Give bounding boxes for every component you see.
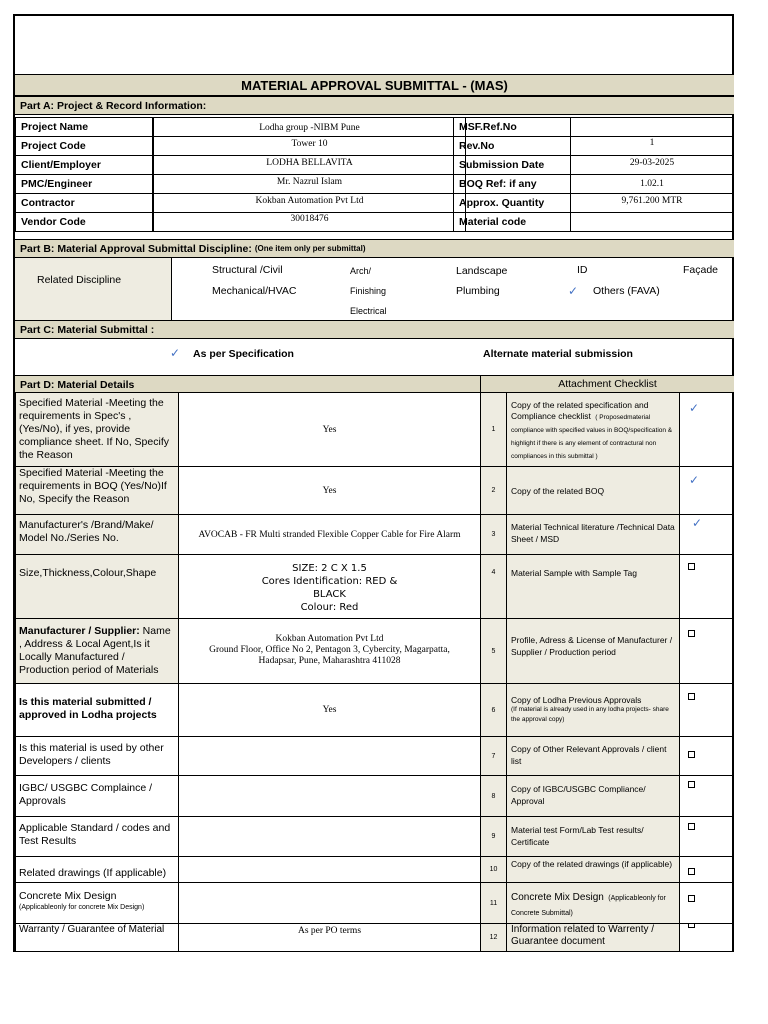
row4-checkbox[interactable]: [688, 563, 695, 570]
boq-ref-value: 1.02.1: [570, 174, 734, 194]
row12-num: 12: [480, 923, 507, 952]
client-value: LODHA BELLAVITA: [153, 155, 466, 175]
row5-label: [15, 618, 179, 684]
discipline-id[interactable]: ID: [577, 264, 588, 276]
project-code-value: Tower 10: [153, 136, 466, 156]
row10-num: 10: [480, 856, 507, 883]
row5-check-cell[interactable]: [679, 618, 734, 684]
part-b-heading-text: Part B: Material Approval Submittal Discipline:: [20, 242, 252, 255]
row5-value: [178, 618, 481, 684]
part-a-row: [15, 212, 734, 232]
discipline-others[interactable]: Others (FAVA): [593, 285, 660, 297]
row4-label: Size,Thickness,Colour,Shape: [15, 554, 179, 619]
row3-check-icon[interactable]: ✓: [692, 516, 703, 530]
row6-check-cell[interactable]: [679, 683, 734, 737]
row11-value: [178, 882, 481, 924]
row12-checklist-item: Information related to Warrenty / Guarantee document: [506, 923, 680, 952]
alternate-material-option[interactable]: Alternate material submission: [483, 348, 633, 360]
row5-label-rest: Name , Address & Local Agent,Is it Locally Manufactured / Production period of Materials: [19, 625, 171, 676]
row9-label: Applicable Standard / codes and Test Results: [15, 816, 179, 857]
discipline-mechanical[interactable]: Mechanical/HVAC: [212, 285, 297, 297]
row4-check-cell[interactable]: [679, 554, 734, 619]
material-code-value: [570, 212, 734, 232]
discipline-electrical[interactable]: Electrical: [350, 306, 387, 316]
contractor-label: Contractor: [15, 193, 153, 213]
part-a-row: [15, 155, 734, 175]
row11-checkbox[interactable]: [688, 895, 695, 902]
row6-num: 6: [480, 683, 507, 737]
material-code-label: Material code: [453, 212, 571, 232]
msf-ref-value: [570, 117, 734, 137]
row4-cores-cont: BLACK: [313, 589, 346, 600]
row8-checkbox[interactable]: [688, 781, 695, 788]
row1-item-note: ( Proposedmaterial compliance with specified values in BOQ/specification & highlight if there is any element of contractural non compliances in this submittal ): [511, 414, 673, 460]
row1-label: Specified Material -Meeting the requirements in Spec's , (Yes/No), if yes, provide compliance sheet. If No, Specify the Reason: [15, 392, 179, 467]
row5-address-2: Hadapsar, Pune, Maharashtra 411028: [258, 656, 401, 666]
part-c-heading-text: Part C: Material Submittal :: [20, 323, 155, 336]
row8-num: 8: [480, 775, 507, 817]
discipline-landscape[interactable]: Landscape: [456, 265, 508, 277]
discipline-others-check-icon[interactable]: ✓: [568, 284, 579, 298]
discipline-structural[interactable]: Structural /Civil: [212, 264, 283, 276]
row4-num: 4: [480, 554, 507, 619]
row2-check-cell[interactable]: [679, 466, 734, 515]
part-c-body: [15, 339, 734, 369]
discipline-facade[interactable]: Façade: [683, 264, 719, 276]
part-d-heading-text: Part D: Material Details: [20, 379, 135, 391]
vendor-code-value: 30018476: [153, 212, 466, 232]
row9-checkbox[interactable]: [688, 823, 695, 830]
form-title-bar: [15, 74, 734, 96]
row1-item-main: Copy of the related specification and Compliance checklist: [511, 400, 649, 421]
checklist-heading: Attachment Checklist: [558, 378, 657, 390]
related-discipline-label: Related Discipline: [37, 274, 122, 286]
row1-checklist-item: [506, 392, 680, 467]
row11-label: [15, 882, 179, 924]
row10-label: Related drawings (If applicable): [15, 856, 179, 883]
part-a-row: [15, 117, 734, 137]
part-d-table: [15, 392, 734, 952]
row7-num: 7: [480, 736, 507, 776]
row7-label: Is this material is used by other Developers / clients: [15, 736, 179, 776]
row6-label: Is this material submitted / approved in Lodha projects: [15, 683, 179, 737]
row10-check-cell[interactable]: [679, 856, 734, 883]
row7-checkbox[interactable]: [688, 751, 695, 758]
row8-value: [178, 775, 481, 817]
rev-no-label: Rev.No: [453, 136, 571, 156]
discipline-finishing[interactable]: Finishing: [350, 286, 387, 296]
discipline-arch[interactable]: Arch/: [350, 266, 372, 276]
part-a-heading-text: Part A: Project & Record Information:: [20, 99, 207, 112]
part-b-body: [15, 258, 734, 320]
row11-label-main: Concrete Mix Design: [19, 890, 117, 902]
row1-check-cell[interactable]: [679, 392, 734, 467]
boq-ref-label: BOQ Ref: if any: [453, 174, 571, 194]
row10-value: [178, 856, 481, 883]
row4-cores: Cores Identification: RED &: [261, 576, 398, 587]
approx-quantity-label: Approx. Quantity: [453, 193, 571, 213]
vendor-code-label: Vendor Code: [15, 212, 153, 232]
row7-checklist-item: Copy of Other Relevant Approvals / client list: [506, 736, 680, 776]
spec-check-icon[interactable]: ✓: [170, 346, 181, 360]
row6-value: Yes: [178, 683, 481, 737]
row5-checklist-item: Profile, Adress & License of Manufacturer / Supplier / Production period: [506, 618, 680, 684]
project-code-label: Project Code: [15, 136, 153, 156]
row12-checkbox[interactable]: [688, 923, 695, 928]
row3-checklist-item: Material Technical literature /Technical Data Sheet / MSD: [506, 514, 680, 555]
row5-company: Kokban Automation Pvt Ltd: [275, 634, 384, 644]
row11-check-cell[interactable]: [679, 882, 734, 924]
row11-item-main: Concrete Mix Design: [511, 892, 604, 903]
row1-num: 1: [480, 392, 507, 467]
part-b-heading: [15, 239, 734, 258]
row7-check-cell[interactable]: [679, 736, 734, 776]
row11-label-note: (Applicableonly for concrete Mix Design): [19, 904, 145, 911]
row1-check-icon[interactable]: ✓: [689, 401, 700, 415]
form-title: MATERIAL APPROVAL SUBMITTAL - (MAS): [241, 77, 508, 93]
row12-check-cell[interactable]: [679, 923, 734, 952]
row6-checkbox[interactable]: [688, 693, 695, 700]
row12-value: As per PO terms: [178, 923, 481, 952]
row9-check-cell[interactable]: [679, 816, 734, 857]
rev-no-value: 1: [570, 136, 734, 156]
row11-item-note: (Applicableonly for Concrete Submittal): [511, 895, 666, 917]
row6-checklist-item: [506, 683, 680, 737]
row10-checkbox[interactable]: [688, 868, 695, 875]
row5-num: 5: [480, 618, 507, 684]
submission-date-value: 29-03-2025: [570, 155, 734, 175]
part-a-heading: [15, 96, 734, 115]
row11-num: 11: [480, 882, 507, 924]
row3-label: Manufacturer's /Brand/Make/ Model No./Series No.: [15, 514, 179, 555]
row10-checklist-item: Copy of the related drawings (if applicable): [506, 856, 680, 883]
row4-colour: Colour: Red: [300, 602, 359, 613]
related-discipline-cell: [15, 258, 172, 320]
row8-check-cell[interactable]: [679, 775, 734, 817]
project-name-value: Lodha group -NIBM Pune: [153, 117, 466, 137]
row5-checkbox[interactable]: [688, 630, 695, 637]
row7-value: [178, 736, 481, 776]
row3-value: AVOCAB - FR Multi stranded Flexible Copper Cable for Fire Alarm: [178, 514, 481, 555]
row4-size: SIZE: 2 C X 1.5: [292, 563, 367, 574]
row11-checklist-item: [506, 882, 680, 924]
row2-num: 2: [480, 466, 507, 515]
contractor-value: Kokban Automation Pvt Ltd: [153, 193, 466, 213]
row6-item-note: (If material is already used in any lodha projects- share the approval copy): [511, 706, 669, 723]
part-b-note: (One item only per submittal): [254, 244, 366, 253]
row2-value: Yes: [178, 466, 481, 515]
row1-value: Yes: [178, 392, 481, 467]
project-name-label: Project Name: [15, 117, 153, 137]
msf-ref-label: MSF.Ref.No: [453, 117, 571, 137]
row3-num: 3: [480, 514, 507, 555]
part-a-row: [15, 136, 734, 156]
as-per-spec-option[interactable]: As per Specification: [193, 348, 294, 360]
part-c-heading: [15, 320, 734, 339]
row3-check-cell[interactable]: [679, 514, 734, 555]
row5-address-1: Ground Floor, Office No 2, Pentagon 3, Cybercity, Magarpatta,: [209, 645, 450, 655]
part-a-row: [15, 174, 734, 194]
row4-value: [178, 554, 481, 619]
row9-value: [178, 816, 481, 857]
part-a-row: [15, 193, 734, 213]
client-label: Client/Employer: [15, 155, 153, 175]
part-a-table: [15, 117, 734, 233]
row9-checklist-item: Material test Form/Lab Test results/ Certificate: [506, 816, 680, 857]
row5-label-bold: Manufacturer / Supplier:: [19, 625, 140, 637]
approx-quantity-value: 9,761.200 MTR: [570, 193, 734, 213]
row6-item-main: Copy of Lodha Previous Approvals: [511, 695, 642, 705]
row9-num: 9: [480, 816, 507, 857]
row2-checklist-item: Copy of the related BOQ: [506, 466, 680, 515]
row12-label: Warranty / Guarantee of Material: [15, 923, 179, 952]
row8-label: IGBC/ USGBC Complaince / Approvals: [15, 775, 179, 817]
row4-checklist-item: Material Sample with Sample Tag: [506, 554, 680, 619]
row2-label: Specified Material -Meeting the requirements in BOQ (Yes/No)If No, Specify the Reason: [15, 466, 179, 515]
pmc-label: PMC/Engineer: [15, 174, 153, 194]
submission-date-label: Submission Date: [453, 155, 571, 175]
row2-check-icon[interactable]: ✓: [689, 473, 700, 487]
row8-checklist-item: Copy of IGBC/USGBC Compliance/ Approval: [506, 775, 680, 817]
part-d-heading: [15, 375, 734, 393]
discipline-plumbing[interactable]: Plumbing: [456, 285, 500, 297]
pmc-value: Mr. Nazrul Islam: [153, 174, 466, 194]
